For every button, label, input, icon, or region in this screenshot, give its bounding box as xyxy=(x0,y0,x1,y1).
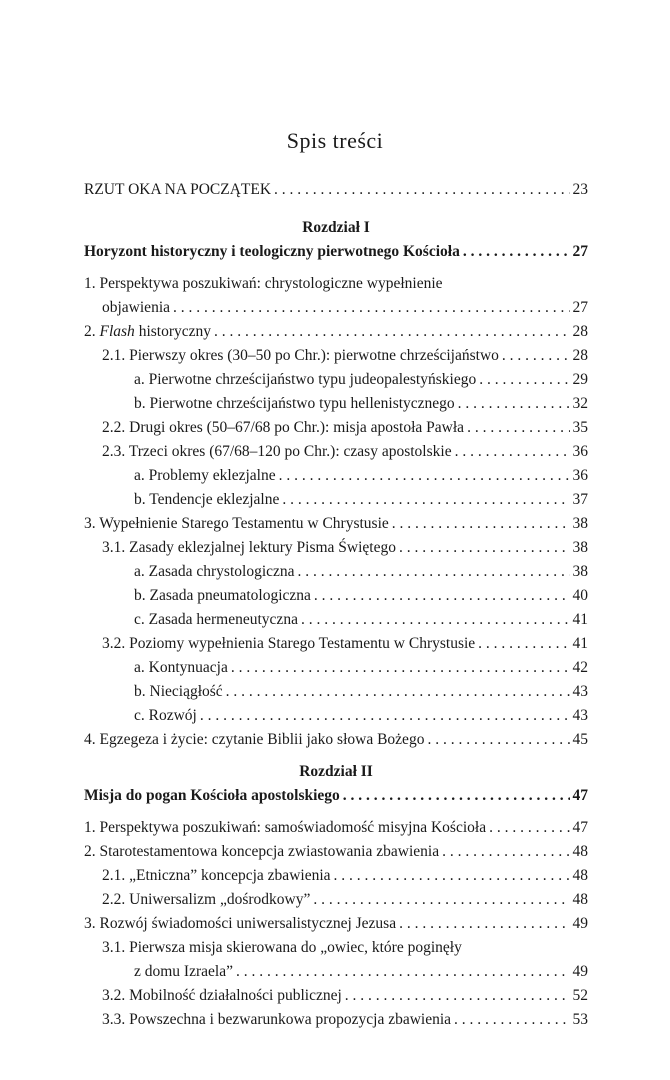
toc-entry[interactable] xyxy=(84,656,588,680)
leader-dots xyxy=(226,680,570,704)
toc-entry-label: 3.2. Poziomy wypełnienia Starego Testamentu w Chrystusie xyxy=(102,635,476,652)
leader-dots xyxy=(173,296,569,320)
toc-entry-label: a. Pierwotne chrześcijaństwo typu judeopalestyńskiego xyxy=(134,371,477,388)
toc-page-number: 47 xyxy=(572,819,588,836)
toc-page-number: 35 xyxy=(572,419,588,436)
chapter-title[interactable] xyxy=(84,784,588,808)
toc-entry-label: c. Rozwój xyxy=(134,707,197,724)
chapter-title-label: Horyzont historyczny i teologiczny pierwotnego Kościoła xyxy=(84,243,460,260)
toc-entry[interactable] xyxy=(84,368,588,392)
leader-dots xyxy=(298,560,570,584)
toc-entry-intro[interactable] xyxy=(84,178,588,202)
toc-page-number: 28 xyxy=(572,347,588,364)
toc-entry[interactable] xyxy=(84,272,588,296)
toc-entry[interactable] xyxy=(84,584,588,608)
leader-dots xyxy=(214,320,569,344)
table-of-contents xyxy=(84,178,588,1032)
toc-entry[interactable] xyxy=(84,704,588,728)
toc-entry-label xyxy=(84,320,211,344)
leader-dots xyxy=(279,464,570,488)
toc-entry[interactable] xyxy=(84,464,588,488)
toc-entry[interactable] xyxy=(84,840,588,864)
toc-entry-label: a. Problemy eklezjalne xyxy=(134,467,276,484)
toc-page-number: 27 xyxy=(572,299,588,316)
leader-dots xyxy=(399,536,570,560)
leader-dots xyxy=(314,584,570,608)
leader-dots xyxy=(479,368,569,392)
toc-entry[interactable] xyxy=(84,416,588,440)
leader-dots xyxy=(442,840,569,864)
toc-page-number: 38 xyxy=(572,515,588,532)
toc-entry[interactable] xyxy=(84,936,588,960)
toc-entry-label: 2. Starotestamentowa koncepcja zwiastowania zbawienia xyxy=(84,843,440,860)
toc-entry-label: objawienia xyxy=(102,299,171,316)
toc-page-number: 41 xyxy=(572,635,588,652)
toc-entry-label: b. Pierwotne chrześcijaństwo typu hellenistycznego xyxy=(134,395,455,412)
toc-entry[interactable] xyxy=(84,440,588,464)
toc-entry-label: 3.1. Zasady eklezjalnej lektury Pisma Świętego xyxy=(102,539,396,556)
page-title: Spis treści xyxy=(286,128,384,153)
chapter-heading: Rozdział I xyxy=(302,219,370,236)
toc-page-number: 40 xyxy=(572,587,588,604)
leader-dots xyxy=(399,912,569,936)
toc-entry[interactable] xyxy=(84,536,588,560)
toc-entry-continuation[interactable] xyxy=(84,960,588,984)
toc-entry[interactable] xyxy=(84,488,588,512)
toc-entry-label: 2.2. Drugi okres (50–67/68 po Chr.): misja apostoła Pawła xyxy=(102,419,465,436)
toc-page-number: 53 xyxy=(572,1011,588,1028)
toc-page-number: 41 xyxy=(572,611,588,628)
leader-dots xyxy=(427,728,569,752)
toc-entry[interactable] xyxy=(84,984,588,1008)
toc-page-number: 47 xyxy=(572,787,588,804)
leader-dots xyxy=(200,704,570,728)
toc-entry[interactable] xyxy=(84,680,588,704)
toc-entry[interactable] xyxy=(84,864,588,888)
leader-dots xyxy=(458,392,570,416)
toc-entry-label: 3.1. Pierwsza misja skierowana do „owiec, które poginęły xyxy=(102,939,462,956)
toc-entry-label: 3.3. Powszechna i bezwarunkowa propozycja zbawienia xyxy=(102,1011,452,1028)
leader-dots xyxy=(478,632,569,656)
toc-entry[interactable] xyxy=(84,816,588,840)
toc-entry[interactable] xyxy=(84,888,588,912)
toc-entry-label: 3. Rozwój świadomości uniwersalistycznej Jezusa xyxy=(84,915,397,932)
leader-dots xyxy=(334,864,570,888)
toc-entry-continuation[interactable] xyxy=(84,296,588,320)
toc-entry-label: 1. Perspektywa poszukiwań: chrystologiczne wypełnienie xyxy=(84,275,443,292)
toc-page-number: 52 xyxy=(572,987,588,1004)
leader-dots xyxy=(455,440,570,464)
leader-dots xyxy=(463,240,570,264)
toc-entry-label: 3.2. Mobilność działalności publicznej xyxy=(102,987,342,1004)
leader-dots xyxy=(467,416,569,440)
leader-dots xyxy=(502,344,570,368)
toc-page-number: 37 xyxy=(572,491,588,508)
toc-page-number: 43 xyxy=(572,683,588,700)
toc-entry[interactable] xyxy=(84,728,588,752)
chapter-heading: Rozdział II xyxy=(299,763,373,780)
toc-entry[interactable] xyxy=(84,632,588,656)
toc-page-number: 38 xyxy=(572,563,588,580)
toc-entry-label: 1. Perspektywa poszukiwań: samoświadomość misyjna Kościoła xyxy=(84,819,487,836)
toc-entry[interactable] xyxy=(84,560,588,584)
toc-entry[interactable] xyxy=(84,1008,588,1032)
entry-italic-word: Flash xyxy=(99,323,135,340)
leader-dots xyxy=(231,656,570,680)
leader-dots xyxy=(454,1008,569,1032)
toc-page-number: 36 xyxy=(572,467,588,484)
toc-entry-label: 2.1. „Etniczna” koncepcja zbawienia xyxy=(102,867,331,884)
toc-entry-label: b. Nieciągłość xyxy=(134,683,223,700)
leader-dots xyxy=(313,888,569,912)
toc-entry-label: a. Kontynuacja xyxy=(134,659,228,676)
toc-entry-label: a. Zasada chrystologiczna xyxy=(134,563,295,580)
toc-entry-label: 2.2. Uniwersalizm „dośrodkowy” xyxy=(102,891,311,908)
toc-entry-label: z domu Izraela” xyxy=(134,963,233,980)
leader-dots xyxy=(489,816,569,840)
toc-page-number: 32 xyxy=(572,395,588,412)
toc-page-number: 42 xyxy=(572,659,588,676)
toc-page-number: 23 xyxy=(572,181,588,198)
leader-dots xyxy=(282,488,569,512)
toc-page-number: 49 xyxy=(572,963,588,980)
toc-entry-label: 4. Egzegeza i życie: czytanie Biblii jako słowa Bożego xyxy=(84,731,425,748)
toc-page-number: 27 xyxy=(572,243,588,260)
toc-entry-label: 2.3. Trzeci okres (67/68–120 po Chr.): czasy apostolskie xyxy=(102,443,452,460)
toc-entry[interactable] xyxy=(84,608,588,632)
toc-entry-label: b. Tendencje eklezjalne xyxy=(134,491,280,508)
toc-entry-label: b. Zasada pneumatologiczna xyxy=(134,587,311,604)
leader-dots xyxy=(301,608,570,632)
chapter-title[interactable] xyxy=(84,240,588,264)
toc-entry[interactable] xyxy=(84,344,588,368)
toc-page-number: 28 xyxy=(572,323,588,340)
chapter-title-label: Misja do pogan Kościoła apostolskiego xyxy=(84,787,340,804)
leader-dots xyxy=(392,512,570,536)
toc-entry[interactable] xyxy=(84,320,588,344)
leader-dots xyxy=(274,178,569,202)
toc-page-number: 48 xyxy=(572,843,588,860)
toc-page-number: 49 xyxy=(572,915,588,932)
toc-page-number: 48 xyxy=(572,891,588,908)
entry-text: historyczny xyxy=(138,323,212,340)
toc-page-number: 43 xyxy=(572,707,588,724)
leader-dots xyxy=(343,784,570,808)
toc-page-number: 36 xyxy=(572,443,588,460)
toc-entry-label: 3. Wypełnienie Starego Testamentu w Chrystusie xyxy=(84,515,389,532)
toc-entry[interactable] xyxy=(84,512,588,536)
toc-page-number: 45 xyxy=(572,731,588,748)
leader-dots xyxy=(236,960,570,984)
toc-page-number: 48 xyxy=(572,867,588,884)
entry-number: 2. xyxy=(84,323,96,340)
toc-entry[interactable] xyxy=(84,912,588,936)
toc-entry-label: 2.1. Pierwszy okres (30–50 po Chr.): pierwotne chrześcijaństwo xyxy=(102,347,499,364)
toc-entry-label: c. Zasada hermeneutyczna xyxy=(134,611,298,628)
toc-page-number: 38 xyxy=(572,539,588,556)
leader-dots xyxy=(345,984,570,1008)
toc-entry[interactable] xyxy=(84,392,588,416)
toc-page-number: 29 xyxy=(572,371,588,388)
toc-entry-label: RZUT OKA NA POCZĄTEK xyxy=(84,181,272,198)
